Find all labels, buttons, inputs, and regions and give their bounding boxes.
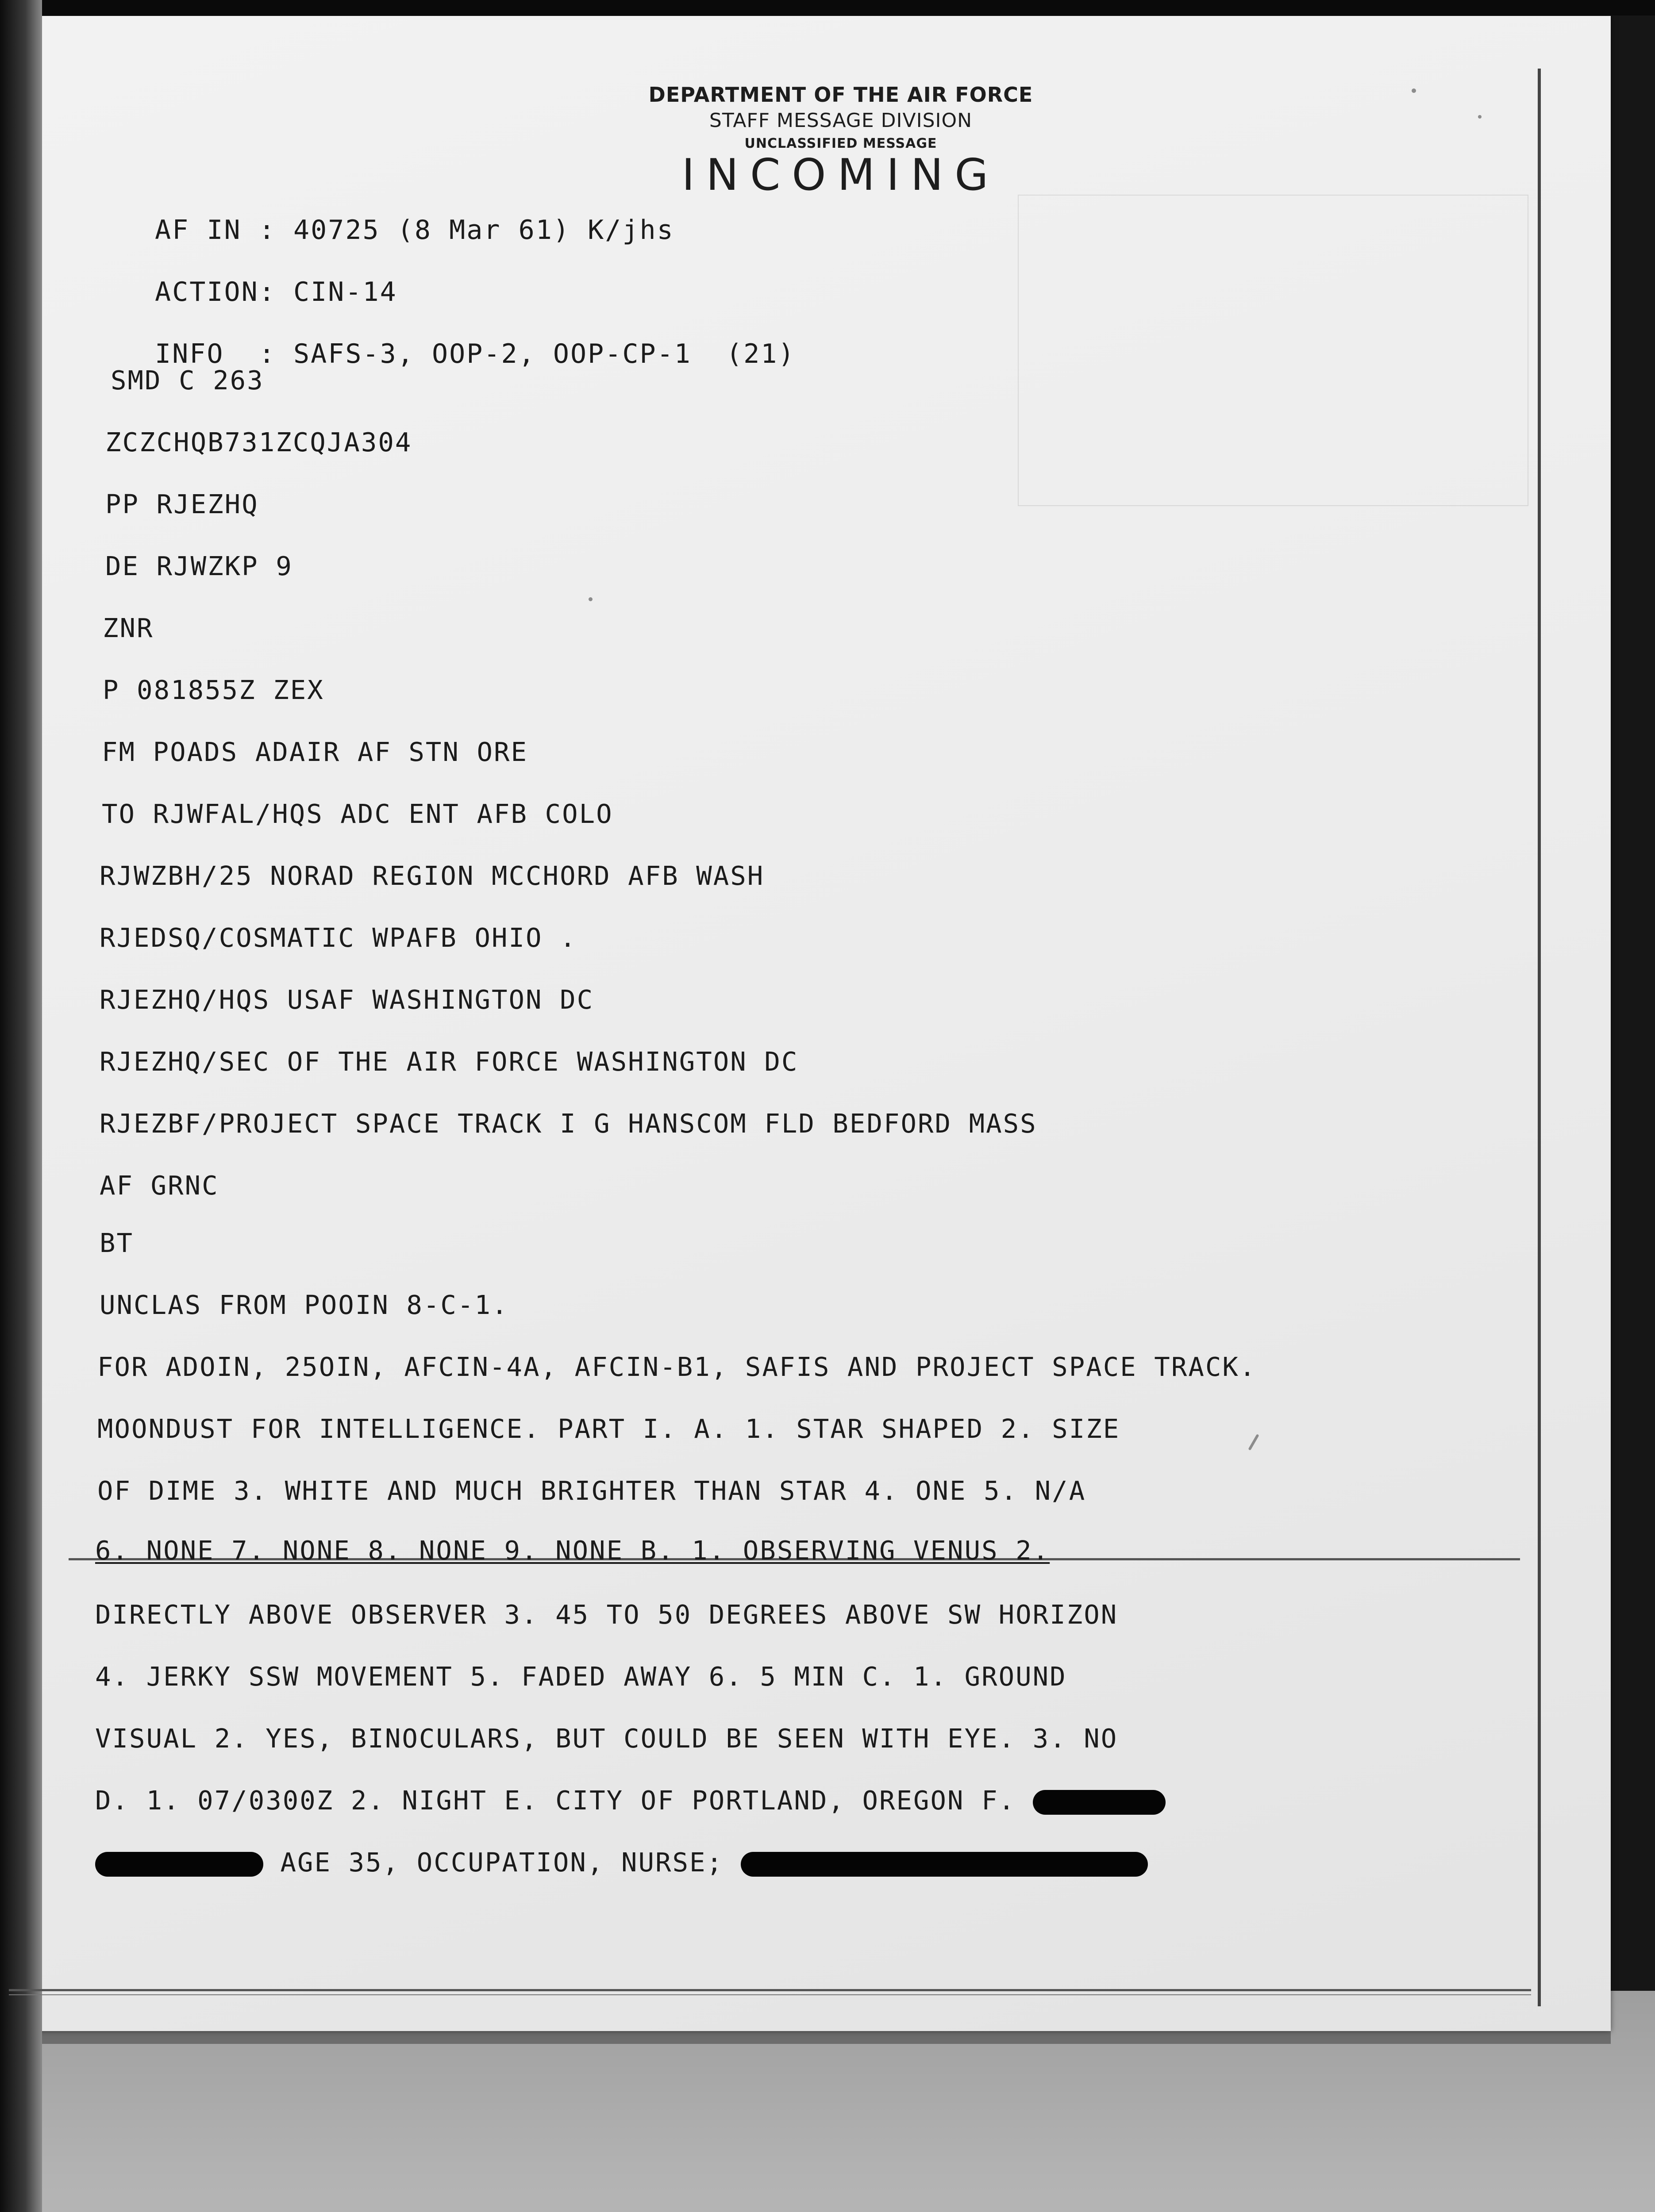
message-line: 6. NONE 7. NONE 8. NONE 9. NONE B. 1. OBSERVING VENUS 2. [95,1535,1050,1566]
message-line: ZNR [103,613,154,643]
action-line: ACTION: CIN-14 [155,276,397,307]
message-line: OF DIME 3. WHITE AND MUCH BRIGHTER THAN STAR 4. ONE 5. N/A [97,1475,1086,1506]
incoming-title: INCOMING [681,150,1000,200]
form-bottom-border [9,1989,1531,1991]
classification-heading: UNCLASSIFIED MESSAGE [744,136,937,151]
message-line: SMD C 263 [111,365,264,396]
message-line: DIRECTLY ABOVE OBSERVER 3. 45 TO 50 DEGREES ABOVE SW HORIZON [95,1599,1118,1630]
form-header [531,82,1151,200]
message-line: FM POADS ADAIR AF STN ORE [102,737,528,767]
af-in-line: AF IN : 40725 (8 Mar 61) K/jhs [155,215,674,246]
info-line: INFO : SAFS-3, OOP-2, OOP-CP-1 (21) [155,338,796,369]
message-line: RJWZBH/25 NORAD REGION MCCHORD AFB WASH [100,860,765,891]
bleed-through-form [1018,195,1528,506]
message-line: TO RJWFAL/HQS ADC ENT AFB COLO [102,799,613,829]
message-line: FOR ADOIN, 25OIN, AFCIN-4A, AFCIN-B1, SAFIS AND PROJECT SPACE TRACK. [97,1352,1257,1382]
redaction-bar [95,1852,263,1877]
scan-left-edge [0,0,42,2212]
message-line-with-redaction [95,1847,1148,1878]
form-bottom-border-inner [9,1994,1531,1995]
message-line-with-redaction [95,1785,1166,1816]
redaction-bar [1033,1790,1166,1815]
message-line: D. 1. 07/0300Z 2. NIGHT E. CITY OF PORTLAND, OREGON F. [95,1785,1016,1816]
scan-speck [589,597,593,601]
division-heading: STAFF MESSAGE DIVISION [709,109,973,132]
message-line: DE RJWZKP 9 [105,551,293,581]
message-line: AF GRNC [100,1170,219,1201]
message-line: RJEZBF/PROJECT SPACE TRACK I G HANSCOM FLD BEDFORD MASS [100,1108,1037,1139]
paper-shadow [13,2031,1611,2044]
message-line: UNCLAS FROM POOIN 8-C-1. [100,1290,509,1320]
message-line: MOONDUST FOR INTELLIGENCE. PART I. A. 1. STAR SHAPED 2. SIZE [97,1413,1120,1444]
form-right-border [1538,69,1541,2006]
scan-speck [1478,115,1482,119]
message-line: 4. JERKY SSW MOVEMENT 5. FADED AWAY 6. 5 MIN C. 1. GROUND [95,1661,1067,1692]
redaction-bar [741,1852,1148,1877]
message-line: P 081855Z ZEX [103,675,324,705]
department-heading: DEPARTMENT OF THE AIR FORCE [648,83,1033,107]
message-line: VISUAL 2. YES, BINOCULARS, BUT COULD BE SEEN WITH EYE. 3. NO [95,1723,1118,1754]
message-line: ZCZCHQB731ZCQJA304 [105,427,412,457]
message-line: RJEZHQ/HQS USAF WASHINGTON DC [100,984,594,1015]
message-line: AGE 35, OCCUPATION, NURSE; [280,1847,724,1878]
scan-top-edge [0,0,1655,15]
message-line: PP RJEZHQ [105,489,259,519]
message-line: RJEDSQ/COSMATIC WPAFB OHIO . [100,922,577,953]
scan-speck [1412,88,1416,93]
message-line: RJEZHQ/SEC OF THE AIR FORCE WASHINGTON DC [100,1046,799,1077]
message-line: BT [100,1228,134,1258]
